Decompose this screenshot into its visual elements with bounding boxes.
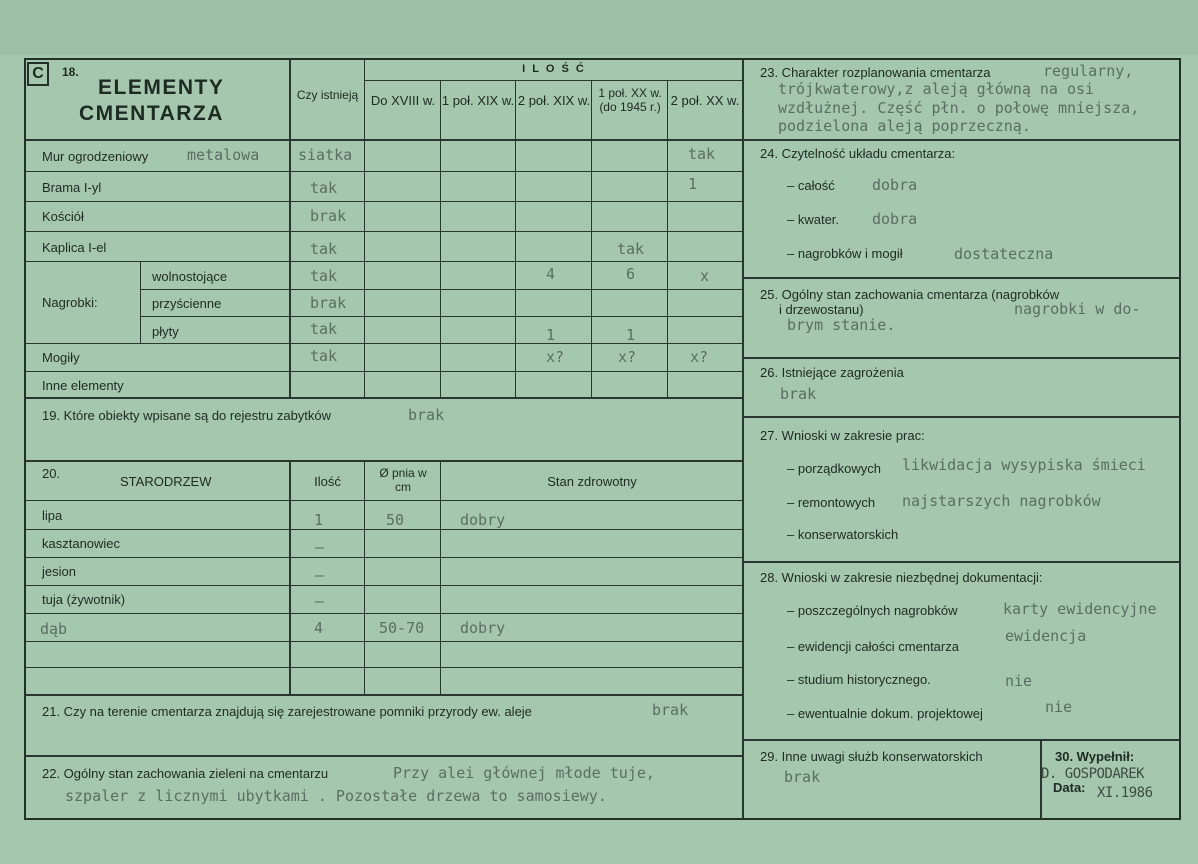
tree-name: lipa xyxy=(42,508,63,523)
section-21-label: 21. Czy na terenie cmentarza znajdują się zarejestrowane pomniki przyrody ew. aleje xyxy=(42,704,532,719)
handwritten-value: 50 xyxy=(386,511,405,529)
section-number: 20. xyxy=(42,466,61,481)
grid-line xyxy=(667,80,668,397)
handwritten-value: 1 xyxy=(626,326,636,344)
grid-line xyxy=(25,529,742,530)
grid-line xyxy=(743,561,1180,563)
row-label: – porządkowych xyxy=(787,461,881,476)
period-header: 2 poł. XX w. xyxy=(670,93,740,108)
handwritten-value: brym stanie. xyxy=(787,316,896,334)
row-label: przyścienne xyxy=(152,296,222,311)
grid-line xyxy=(25,694,742,696)
grid-line xyxy=(743,139,1180,141)
handwritten-value: brak xyxy=(780,385,817,403)
section-title-line2: CMENTARZA xyxy=(79,102,224,125)
grid-line xyxy=(743,416,1180,418)
handwritten-value: ewidencja xyxy=(1005,627,1087,645)
grid-line xyxy=(140,316,742,317)
section-22-label: 22. Ogólny stan zachowania zieleni na cmentarzu xyxy=(42,766,329,781)
handwritten-value: – xyxy=(315,566,325,584)
period-header: 1 poł. XIX w. xyxy=(441,93,515,108)
handwritten-value: dobry xyxy=(460,511,506,529)
handwritten-value: regularny, xyxy=(1043,62,1134,80)
handwritten-value: podzielona aleją poprzeczną. xyxy=(778,117,1031,135)
grid-line xyxy=(743,739,1180,741)
handwritten-value: 4 xyxy=(314,619,324,637)
handwritten-value: brak xyxy=(310,207,347,225)
grid-line xyxy=(25,397,742,399)
card-top-edge xyxy=(0,0,1198,55)
tree-name: jesion xyxy=(42,564,76,579)
grid-line xyxy=(25,500,742,501)
handwritten-value: tak xyxy=(310,179,338,197)
period-header: Do XVIII w. xyxy=(370,93,436,108)
section-28-label: 28. Wnioski w zakresie niezbędnej dokumentacji: xyxy=(760,570,1043,585)
row-label: – ewentualnie dokum. projektowej xyxy=(787,706,983,721)
grid-line xyxy=(440,80,441,397)
grid-line xyxy=(25,261,742,262)
section-27-label: 27. Wnioski w zakresie prac: xyxy=(760,428,925,443)
col-header-diameter: Ø pnia w cm xyxy=(379,466,427,494)
handwritten-value: tak xyxy=(617,240,645,258)
row-label: Kaplica I-el xyxy=(42,240,107,255)
grid-line xyxy=(25,557,742,558)
center-divider xyxy=(742,59,744,819)
handwritten-value: brak xyxy=(652,701,689,719)
section-23-label: 23. Charakter rozplanowania cmentarza xyxy=(760,65,991,80)
grid-line xyxy=(25,371,742,372)
section-25-label: 25. Ogólny stan zachowania cmentarza (nagrobków xyxy=(760,287,1060,302)
nagrobki-label: Nagrobki: xyxy=(42,295,98,310)
section-19-label: 19. Które obiekty wpisane są do rejestru zabytków xyxy=(42,408,332,423)
row-label: Inne elementy xyxy=(42,378,124,393)
handwritten-value: karty ewidencyjne xyxy=(1003,600,1157,618)
handwritten-value: tak xyxy=(688,145,716,163)
grid-line xyxy=(25,139,742,141)
grid-line xyxy=(140,289,742,290)
grid-line xyxy=(289,59,291,397)
col-header-exists: Czy istnieją xyxy=(296,88,359,102)
grid-line xyxy=(515,80,516,397)
handwritten-value: 50-70 xyxy=(379,619,425,637)
row-label: Mogiły xyxy=(42,350,80,365)
handwritten-value: 6 xyxy=(626,265,636,283)
handwritten-value: 1 xyxy=(314,511,324,529)
grid-line xyxy=(140,261,141,343)
section-title-line1: ELEMENTY xyxy=(98,76,225,99)
handwritten-value: x? xyxy=(618,348,637,366)
grid-line xyxy=(25,755,742,757)
handwritten-value: brak xyxy=(784,768,821,786)
col-header-qty: Ilość xyxy=(314,474,341,489)
section-25-label-cont: i drzewostanu) xyxy=(779,302,864,317)
handwritten-value: – xyxy=(315,538,325,556)
grid-line xyxy=(25,667,742,668)
signature-name: D. GOSPODAREK xyxy=(1041,766,1145,782)
grid-line xyxy=(743,277,1180,279)
handwritten-value: szpaler z licznymi ubytkami . Pozostałe drzewa to samosiewy. xyxy=(65,787,607,805)
handwritten-value: tak xyxy=(310,267,338,285)
section-24-label: 24. Czytelność układu cmentarza: xyxy=(760,146,956,161)
tree-name: tuja (żywotnik) xyxy=(42,592,126,607)
grid-line xyxy=(25,201,742,202)
section-number: 18. xyxy=(62,65,79,79)
row-label: – remontowych xyxy=(787,495,876,510)
grid-line xyxy=(591,80,592,397)
handwritten-value: x? xyxy=(690,348,709,366)
handwritten-value: metalowa xyxy=(187,146,260,164)
handwritten-value: nagrobki w do- xyxy=(1014,300,1141,318)
section-26-label: 26. Istniejące zagrożenia xyxy=(760,365,904,380)
grid-line xyxy=(440,461,441,695)
grid-line xyxy=(364,461,365,695)
row-label: – konserwatorskich xyxy=(787,527,899,542)
tree-name: kasztanowiec xyxy=(42,536,121,551)
grid-line xyxy=(364,59,365,397)
section-20-title: STARODRZEW xyxy=(120,474,212,489)
row-label: – poszczególnych nagrobków xyxy=(787,603,958,618)
handwritten-value: najstarszych nagrobków xyxy=(902,492,1101,510)
handwritten-value: dobra xyxy=(872,176,918,194)
grid-line xyxy=(25,585,742,586)
handwritten-value: siatka xyxy=(298,146,353,164)
section-29-label: 29. Inne uwagi służb konserwatorskich xyxy=(760,749,983,764)
handwritten-value: dobry xyxy=(460,619,506,637)
row-label: wolnostojące xyxy=(152,269,228,284)
row-label: – kwater. xyxy=(787,212,840,227)
handwritten-value: trójkwaterowy,z aleją główną na osi xyxy=(778,80,1095,98)
grid-line xyxy=(25,613,742,614)
handwritten-value: tak xyxy=(310,240,338,258)
row-label: Brama I-yl xyxy=(42,180,102,195)
row-label: – nagrobków i mogił xyxy=(787,246,903,261)
handwritten-value: dobra xyxy=(872,210,918,228)
row-label: – studium historycznego. xyxy=(787,672,931,687)
row-label: – całość xyxy=(787,178,835,193)
handwritten-value: x? xyxy=(546,348,565,366)
handwritten-value: dostateczna xyxy=(954,245,1054,263)
grid-line xyxy=(25,171,742,172)
grid-line xyxy=(25,460,742,462)
section-letter-box: C xyxy=(27,62,49,86)
grid-line xyxy=(25,641,742,642)
handwritten-value: 1 xyxy=(546,326,556,344)
handwritten-value: 4 xyxy=(546,265,556,283)
section-30-label: 30. Wypełnił: xyxy=(1055,749,1135,764)
handwritten-value: likwidacja wysypiska śmieci xyxy=(902,456,1146,474)
handwritten-value: 1 xyxy=(688,175,698,193)
row-label: Mur ogrodzeniowy xyxy=(42,149,149,164)
period-header: 2 poł. XIX w. xyxy=(517,93,591,108)
handwritten-value: brak xyxy=(408,406,445,424)
handwritten-value: Przy alei głównej młode tuje, xyxy=(393,764,655,782)
row-label: Kościół xyxy=(42,209,84,224)
handwritten-value: brak xyxy=(310,294,347,312)
date-value: XI.1986 xyxy=(1097,785,1153,801)
period-header: 1 poł. XX w. (do 1945 r.) xyxy=(598,86,662,114)
col-header-quantity: I L O Ś Ć xyxy=(522,63,586,75)
date-label: Data: xyxy=(1053,780,1086,795)
handwritten-value: – xyxy=(315,592,325,610)
row-label: płyty xyxy=(152,324,179,339)
handwritten-value: tak xyxy=(310,320,338,338)
grid-line xyxy=(743,357,1180,359)
handwritten-value: nie xyxy=(1045,698,1073,716)
handwritten-value: nie xyxy=(1005,672,1033,690)
row-label: – ewidencji całości cmentarza xyxy=(787,639,959,654)
handwritten-value: x xyxy=(700,267,710,285)
handwritten-value: tak xyxy=(310,347,338,365)
handwritten-value: wzdłużnej. Część płn. o połowę mniejsza, xyxy=(778,99,1140,117)
grid-line xyxy=(25,231,742,232)
handwritten-value: dąb xyxy=(40,620,68,638)
grid-line xyxy=(365,80,742,81)
grid-line xyxy=(289,461,291,695)
col-header-health: Stan zdrowotny xyxy=(547,474,637,489)
